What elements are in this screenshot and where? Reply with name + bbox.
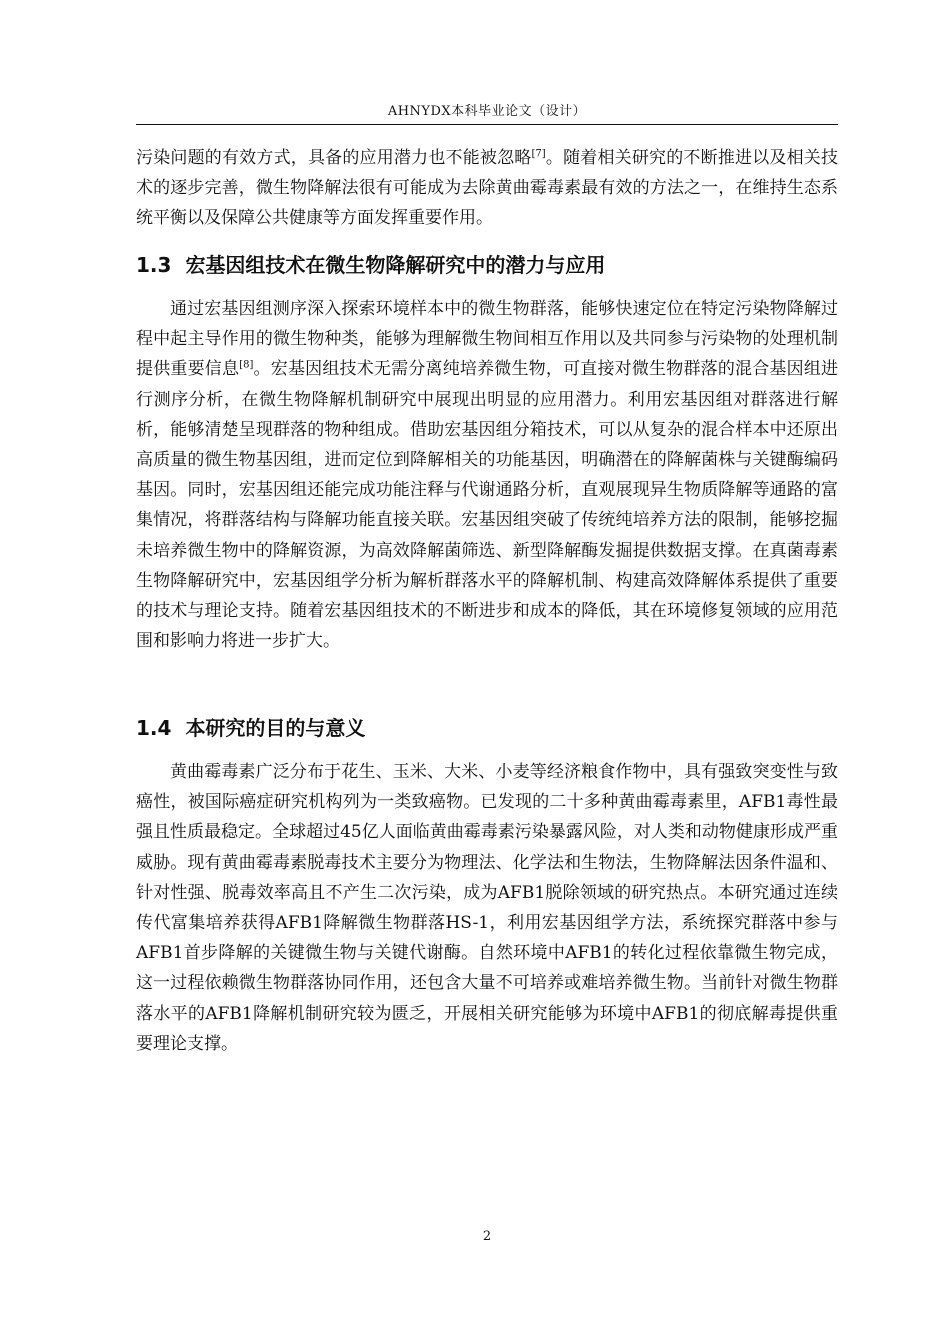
citation-8: [8] [239,359,254,371]
section-title: 宏基因组技术在微生物降解研究中的潜力与应用 [185,253,606,277]
section-heading-1-3 [136,251,838,279]
paragraph-text: 。随着相关研究的不断推进以及相关技术的逐步完善，微生物降解法很有可能成为去除黄曲霉毒素最有效的方法之一，在维持生态系统平衡以及保障公共健康等方面发挥重要作用。 [136,148,838,229]
paragraph-text: 通过宏基因组测序深入探索环境样本中的微生物群落，能够快速定位在特定污染物降解过程中起主导作用的微生物种类，能够为理解微生物间相互作用以及共同参与污染物的处理机制提供重要信息 [136,299,838,380]
paragraph-section-1-3 [136,294,838,656]
citation-7: [7] [531,148,546,160]
paragraph-section-1-4: 黄曲霉毒素广泛分布于花生、玉米、大米、小麦等经济粮食作物中，具有强致突变性与致癌性，被国际癌症研究机构列为一类致癌物。已发现的二十多种黄曲霉毒素里，AFB1毒性最强且性质最稳定。全球超过45亿人面临黄曲霉毒素污染暴露风险，对人类和动物健康形成严重威胁。现有黄曲霉毒素脱毒技术主要分为物理法、化学法和生物法，生物降解法因条件温和、针对性强、脱毒效率高且不产生二次污染，成为AFB1脱除领域的研究热点。本研究通过连续传代富集培养获得AFB1降解微生物群落HS-1，利用宏基因组学方法，系统探究群落中参与AFB1首步降解的关键微生物与关键代谢酶。自然环境中AFB1的转化过程依靠微生物完成，这一过程依赖微生物群落协同作用，还包含大量不可培养或难培养微生物。当前针对微生物群落水平的AFB1降解机制研究较为匮乏，开展相关研究能够为环境中AFB1的彻底解毒提供重要理论支撑。 [136,762,838,1054]
running-header: AHNYDX本科毕业论文（设计） [387,104,587,119]
section-number: 1.4 [136,716,172,740]
continued-paragraph [136,143,838,234]
section-heading-1-4 [136,714,838,742]
header-rule [136,124,838,125]
paragraph-text: 。宏基因组技术无需分离纯培养微生物，可直接对微生物群落的混合基因组进行测序分析，在微生物降解机制研究中展现出明显的应用潜力。利用宏基因组对群落进行解析，能够清楚呈现群落的物种组成。借助宏基因组分箱技术，可以从复杂的混合样本中还原出高质量的微生物基因组，进而定位到降解相关的功能基因，明确潜在的降解菌株与关键酶编码基因。同时，宏基因组还能完成功能注释与代谢通路分析，直观展现异生物质降解等通路的富集情况，将群落结构与降解功能直接关联。宏基因组突破了传统纯培养方法的限制，能够挖掘未培养微生物中的降解资源，为高效降解菌筛选、新型降解酶发掘提供数据支撑。在真菌毒素生物降解研究中，宏基因组学分析为解析群落水平的降解机制、构建高效降解体系提供了重要的技术与理论支持。随着宏基因组技术的不断进步和成本的降低，其在环境修复领域的应用范围和影响力将进一步扩大。 [136,359,839,652]
paragraph-text: 污染问题的有效方式，具备的应用潜力也不能被忽略 [136,148,532,168]
section-number: 1.3 [136,253,172,277]
section-title: 本研究的目的与意义 [185,716,366,740]
page-number: 2 [482,1229,492,1244]
